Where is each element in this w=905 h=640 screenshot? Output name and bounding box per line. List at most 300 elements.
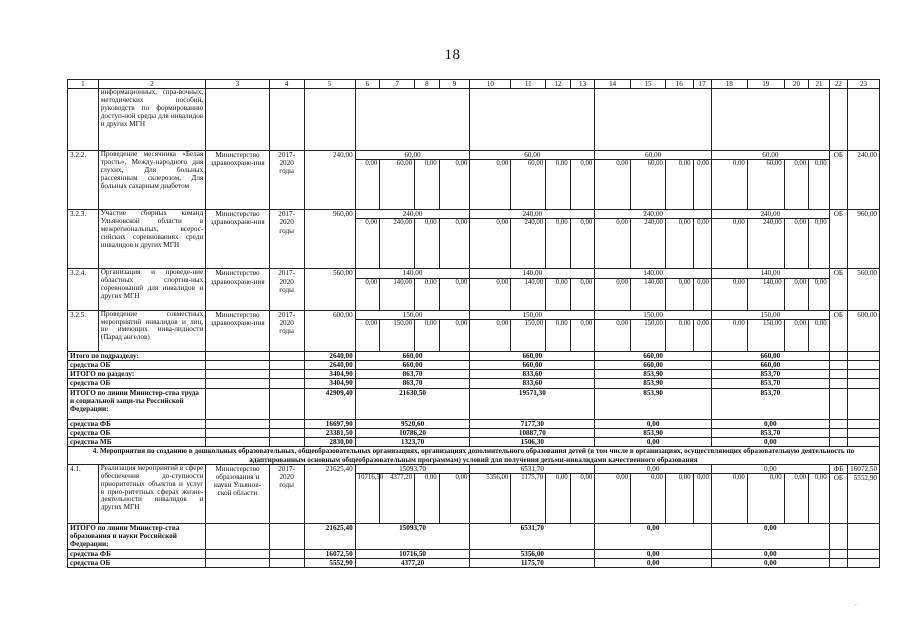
header-cell: 12 xyxy=(546,80,571,89)
year-3-value: 60,00 xyxy=(595,151,712,160)
header-cell: 7 xyxy=(380,80,415,89)
summary-row xyxy=(68,524,880,550)
summary-year-1: 660,00 xyxy=(355,361,470,370)
empty-cell xyxy=(848,361,880,370)
header-cell: 21 xyxy=(809,80,829,89)
row-total: 21625,40 xyxy=(304,464,355,523)
row-description: Проведение совместных мероприятий инвалидов и лиц, не имеющих инва-лидности (Парад ангелов) xyxy=(98,310,206,351)
row-source-value: 5552,90 xyxy=(848,474,880,524)
sub-value: 240,00 xyxy=(511,219,546,269)
summary-year-3: 853,90 xyxy=(595,388,712,419)
empty-cell xyxy=(848,419,880,428)
sub-value: 0,00 xyxy=(747,474,784,524)
header-cell: 8 xyxy=(415,80,440,89)
sub-value: 0,00 xyxy=(784,219,809,269)
sub-value: 0,00 xyxy=(711,219,747,269)
year-1-value: 140,00 xyxy=(355,269,470,278)
summary-year-1: 9520,60 xyxy=(355,419,470,428)
header-cell: 5 xyxy=(304,80,355,89)
sub-value: 0,00 xyxy=(665,160,693,210)
empty-cell xyxy=(206,524,269,550)
sub-value: 0,00 xyxy=(665,278,693,310)
sub-value: 0,00 xyxy=(439,219,470,269)
summary-total: 3404,90 xyxy=(304,379,355,388)
summary-label: ИТОГО по линии Министер-ства образования и науки Российской Федерации: xyxy=(68,524,206,550)
summary-year-3: 0,00 xyxy=(595,419,712,428)
sub-value: 0,00 xyxy=(546,319,571,351)
summary-year-1: 1323,70 xyxy=(355,438,470,447)
empty-cell xyxy=(206,379,269,388)
sub-value: 0,00 xyxy=(355,319,380,351)
summary-year-3: 0,00 xyxy=(595,524,712,550)
empty-cell xyxy=(848,428,880,437)
header-cell: 19 xyxy=(747,80,784,89)
year-1-value: 15093,70 xyxy=(355,464,470,473)
year2-cell xyxy=(470,89,595,151)
summary-row xyxy=(68,370,880,379)
summary-year-4: 853,70 xyxy=(711,428,829,437)
empty-cell xyxy=(829,558,847,567)
summary-year-2: 1175,70 xyxy=(470,558,595,567)
sub-value: 0,00 xyxy=(439,319,470,351)
row-executor: Министерство образования и науки Ульянов-ской области xyxy=(206,464,269,523)
row-description: Реализация мероприятий в сфере обеспечения до-ступности приоритетных объектов и услуг в прио-ритетных сферах жизне-деятельности инвалидов и других МГН xyxy=(98,464,206,523)
empty-cell xyxy=(829,419,847,428)
sub-value: 0,00 xyxy=(693,319,711,351)
row-period: 2017-2020 годы xyxy=(269,269,304,310)
row-period: 2017-2020 годы xyxy=(269,151,304,210)
year-2-value: 60,00 xyxy=(470,151,595,160)
year-1-value: 150,00 xyxy=(355,310,470,319)
row-number: 3.2.2. xyxy=(68,151,99,210)
row-total: 960,00 xyxy=(304,210,355,269)
table-row xyxy=(68,269,880,278)
empty-cell xyxy=(206,388,269,419)
summary-year-2: 833,60 xyxy=(470,379,595,388)
sub-value: 60,00 xyxy=(380,160,415,210)
summary-row xyxy=(68,558,880,567)
summary-row xyxy=(68,351,880,360)
sub-value: 1175,70 xyxy=(511,474,546,524)
summary-year-4: 660,00 xyxy=(711,361,829,370)
summary-year-2: 5356,00 xyxy=(470,549,595,558)
source-value-cell xyxy=(848,89,880,151)
row-description: Участие сборных команд Ульяновской области в межрегиональных, всерос-сийских соревнованиях среди инвалидов и других МГН xyxy=(98,210,206,269)
summary-total: 16072,50 xyxy=(304,549,355,558)
sub-value: 0,00 xyxy=(693,219,711,269)
row-source-value: 16072,50 xyxy=(848,464,880,473)
sub-value: 60,00 xyxy=(631,160,666,210)
summary-year-2: 10887,70 xyxy=(470,428,595,437)
sub-value: 0,00 xyxy=(693,278,711,310)
summary-year-1: 21630,50 xyxy=(355,388,470,419)
sub-value: 0,00 xyxy=(439,474,470,524)
sub-value: 140,00 xyxy=(380,278,415,310)
sub-value: 0,00 xyxy=(570,219,595,269)
summary-total: 5552,90 xyxy=(304,558,355,567)
sub-value: 0,00 xyxy=(570,278,595,310)
empty-cell xyxy=(829,379,847,388)
sub-value: 4377,20 xyxy=(380,474,415,524)
empty-cell xyxy=(848,351,880,360)
empty-cell xyxy=(269,379,304,388)
sub-value: 0,00 xyxy=(711,278,747,310)
sub-value: 0,00 xyxy=(784,160,809,210)
section-title-row xyxy=(68,447,880,465)
sub-value: 0,00 xyxy=(595,319,631,351)
summary-total: 2640,00 xyxy=(304,351,355,360)
row-executor: Министерство здравоохране-ния xyxy=(206,210,269,269)
year1-cell xyxy=(355,89,470,151)
summary-year-4: 0,00 xyxy=(711,524,829,550)
sub-value: 0,00 xyxy=(546,219,571,269)
empty-cell xyxy=(848,388,880,419)
sub-value: 0,00 xyxy=(784,474,809,524)
sub-value: 0,00 xyxy=(470,160,511,210)
summary-year-3: 853,90 xyxy=(595,370,712,379)
table-row xyxy=(68,151,880,160)
summary-total: 23381,50 xyxy=(304,428,355,437)
header-cell: 3 xyxy=(206,80,269,89)
empty-cell xyxy=(269,361,304,370)
sub-value: 0,00 xyxy=(415,160,440,210)
executor-cell xyxy=(206,89,269,151)
summary-year-4: 660,00 xyxy=(711,351,829,360)
year-1-value: 240,00 xyxy=(355,210,470,219)
sub-value: 0,00 xyxy=(809,219,829,269)
row-total: 560,00 xyxy=(304,269,355,310)
row-source-value: 560,00 xyxy=(848,269,880,310)
sub-value: 0,00 xyxy=(470,319,511,351)
header-cell: 22 xyxy=(829,80,847,89)
empty-cell xyxy=(848,524,880,550)
header-cell: 4 xyxy=(269,80,304,89)
sub-value: 0,00 xyxy=(809,474,829,524)
header-cell: 18 xyxy=(711,80,747,89)
summary-year-3: 660,00 xyxy=(595,351,712,360)
summary-total: 2830,00 xyxy=(304,438,355,447)
period-cell xyxy=(269,89,304,151)
summary-year-1: 4377,20 xyxy=(355,558,470,567)
summary-total: 3404,90 xyxy=(304,370,355,379)
empty-cell xyxy=(269,419,304,428)
table-row xyxy=(68,310,880,319)
summary-year-4: 853,70 xyxy=(711,379,829,388)
empty-cell xyxy=(206,428,269,437)
empty-cell xyxy=(829,428,847,437)
sub-value: 0,00 xyxy=(693,474,711,524)
empty-cell xyxy=(269,428,304,437)
summary-year-4: 853,70 xyxy=(711,370,829,379)
sub-value: 0,00 xyxy=(711,160,747,210)
empty-cell xyxy=(848,370,880,379)
sub-value: 140,00 xyxy=(511,278,546,310)
empty-cell xyxy=(269,370,304,379)
sub-value: 0,00 xyxy=(355,278,380,310)
sub-value: 0,00 xyxy=(809,319,829,351)
sub-value: 0,00 xyxy=(355,219,380,269)
row-description: Организация и проведе-ние областных спортив-ных соревнований для инвалидов и других МГН xyxy=(98,269,206,310)
year-2-value: 140,00 xyxy=(470,269,595,278)
row-source: ОБ xyxy=(829,269,847,310)
year-3-value: 0,00 xyxy=(595,464,712,473)
row-number: 3.2.3. xyxy=(68,210,99,269)
summary-row xyxy=(68,419,880,428)
empty-cell xyxy=(829,524,847,550)
summary-label: средства ОБ xyxy=(68,558,206,567)
year-4-value: 240,00 xyxy=(711,210,829,219)
summary-year-2: 6531,70 xyxy=(470,524,595,550)
sub-value: 0,00 xyxy=(693,160,711,210)
summary-row xyxy=(68,428,880,437)
sub-value: 0,00 xyxy=(470,219,511,269)
sub-value: 0,00 xyxy=(415,219,440,269)
summary-year-2: 833,60 xyxy=(470,370,595,379)
sub-value: 0,00 xyxy=(784,278,809,310)
sub-value: 60,00 xyxy=(747,160,784,210)
sub-value: 0,00 xyxy=(439,278,470,310)
row-description: Проведение месячника «Белая трость», Между-народного дня глухих, Для больных рассеянным склерозом, Для больных сахарным диабетом xyxy=(98,151,206,210)
sub-value: 0,00 xyxy=(595,474,631,524)
summary-row xyxy=(68,438,880,447)
row-executor: Министерство здравоохране-ния xyxy=(206,269,269,310)
summary-row xyxy=(68,549,880,558)
table-row xyxy=(68,210,880,219)
summary-total: 16697,90 xyxy=(304,419,355,428)
empty-cell xyxy=(829,361,847,370)
year-2-value: 6531,70 xyxy=(470,464,595,473)
sub-value: 0,00 xyxy=(570,160,595,210)
year-3-value: 150,00 xyxy=(595,310,712,319)
header-cell: 16 xyxy=(665,80,693,89)
empty-cell xyxy=(829,370,847,379)
summary-year-1: 863,70 xyxy=(355,370,470,379)
row-source: ОБ xyxy=(829,210,847,269)
summary-year-3: 853,90 xyxy=(595,379,712,388)
sub-value: 0,00 xyxy=(711,319,747,351)
summary-row xyxy=(68,379,880,388)
budget-table-sheet xyxy=(67,79,880,568)
empty-cell xyxy=(269,351,304,360)
sub-value: 0,00 xyxy=(809,160,829,210)
summary-total: 2640,00 xyxy=(304,361,355,370)
row-period: 2017-2020 годы xyxy=(269,210,304,269)
header-cell: 11 xyxy=(511,80,546,89)
year-3-value: 140,00 xyxy=(595,269,712,278)
page-number: 18 xyxy=(444,47,461,63)
sub-value: 0,00 xyxy=(415,278,440,310)
summary-year-2: 19571,30 xyxy=(470,388,595,419)
summary-total: 42909,40 xyxy=(304,388,355,419)
sub-value: 140,00 xyxy=(631,278,666,310)
header-cell: 14 xyxy=(595,80,631,89)
row-executor: Министерство здравоохране-ния xyxy=(206,310,269,351)
summary-year-4: 0,00 xyxy=(711,419,829,428)
summary-year-4: 0,00 xyxy=(711,558,829,567)
row-executor: Министерство здравоохране-ния xyxy=(206,151,269,210)
summary-label: средства ОБ xyxy=(68,428,206,437)
sub-value: 240,00 xyxy=(380,219,415,269)
header-cell: 20 xyxy=(784,80,809,89)
header-cell: 1 xyxy=(68,80,99,89)
year4-cell xyxy=(711,89,829,151)
summary-label: ИТОГО по разделу: xyxy=(68,370,206,379)
summary-year-2: 660,00 xyxy=(470,351,595,360)
source-cell xyxy=(829,89,847,151)
row-period: 2017-2020 годы xyxy=(269,464,304,523)
sub-value: 0,00 xyxy=(355,160,380,210)
budget-table xyxy=(67,79,880,568)
section-title: 4. Мероприятия по созданию в дошкольных образовательных, общеобразовательных организациях, организациях дополнительного образования детей (в том числе в организациях, осуществляющих образовательную деятельность по адаптированным основным общеобразовательным программам) условий для получения детьми-инвалидами качественного образования xyxy=(68,447,880,465)
row-source-value: 960,00 xyxy=(848,210,880,269)
empty-cell xyxy=(206,549,269,558)
summary-year-4: 0,00 xyxy=(711,438,829,447)
year3-cell xyxy=(595,89,712,151)
empty-cell xyxy=(829,438,847,447)
year-4-value: 0,00 xyxy=(711,464,829,473)
empty-cell xyxy=(269,388,304,419)
year-4-value: 140,00 xyxy=(711,269,829,278)
empty-cell xyxy=(269,438,304,447)
year-2-value: 240,00 xyxy=(470,210,595,219)
summary-year-4: 853,70 xyxy=(711,388,829,419)
sub-value: 0,00 xyxy=(415,474,440,524)
sub-value: 10716,50 xyxy=(355,474,380,524)
sub-value: 0,00 xyxy=(595,278,631,310)
continuation-row xyxy=(68,89,880,151)
sub-value: 0,00 xyxy=(595,160,631,210)
sub-value: 0,00 xyxy=(439,160,470,210)
sub-value: 0,00 xyxy=(665,474,693,524)
summary-total: 21625,40 xyxy=(304,524,355,550)
sub-value: 240,00 xyxy=(747,219,784,269)
year-1-value: 60,00 xyxy=(355,151,470,160)
summary-label: средства ОБ xyxy=(68,361,206,370)
empty-cell xyxy=(206,370,269,379)
sub-value: 150,00 xyxy=(747,319,784,351)
sub-value: 0,00 xyxy=(784,319,809,351)
empty-cell xyxy=(269,549,304,558)
sub-value: 0,00 xyxy=(711,474,747,524)
summary-label: ИТОГО по линии Министер-ства труда и социальной защи-ты Российской Федерации: xyxy=(68,388,206,419)
sub-value: 0,00 xyxy=(546,160,571,210)
summary-year-3: 0,00 xyxy=(595,549,712,558)
summary-year-3: 0,00 xyxy=(595,438,712,447)
summary-year-1: 10716,50 xyxy=(355,549,470,558)
header-cell: 23 xyxy=(848,80,880,89)
row-source: ОБ xyxy=(829,474,847,524)
sub-value: 0,00 xyxy=(665,319,693,351)
summary-year-4: 0,00 xyxy=(711,549,829,558)
sub-value: 0,00 xyxy=(415,319,440,351)
sub-value: 0,00 xyxy=(546,278,571,310)
row-period: 2017-2020 годы xyxy=(269,310,304,351)
summary-label: Итого по подразделу: xyxy=(68,351,206,360)
summary-label: средства ФБ xyxy=(68,549,206,558)
sub-value: 5356,00 xyxy=(470,474,511,524)
header-cell: 9 xyxy=(439,80,470,89)
scan-mark: . xyxy=(855,599,857,607)
row-source: ОБ xyxy=(829,151,847,210)
sub-value: 0,00 xyxy=(546,474,571,524)
summary-year-2: 1506,30 xyxy=(470,438,595,447)
empty-cell xyxy=(206,419,269,428)
empty-cell xyxy=(848,438,880,447)
summary-label: средства МБ xyxy=(68,438,206,447)
header-cell: 6 xyxy=(355,80,380,89)
empty-cell xyxy=(829,351,847,360)
summary-year-1: 15093,70 xyxy=(355,524,470,550)
row-source-value: 600,00 xyxy=(848,310,880,351)
empty-cell xyxy=(269,558,304,567)
empty-cell xyxy=(848,379,880,388)
empty-cell xyxy=(206,438,269,447)
empty-cell xyxy=(206,361,269,370)
empty-cell xyxy=(206,558,269,567)
summary-year-2: 660,00 xyxy=(470,361,595,370)
summary-year-3: 0,00 xyxy=(595,558,712,567)
sub-value: 0,00 xyxy=(631,474,666,524)
description-cell: информационных, спра-вочных, методических пособий, руководств по формированию доступ-ной среды для инвалидов и других МГН xyxy=(98,89,206,151)
summary-year-2: 7177,30 xyxy=(470,419,595,428)
summary-row xyxy=(68,361,880,370)
summary-year-1: 10786,20 xyxy=(355,428,470,437)
row-source: ФБ xyxy=(829,464,847,473)
header-cell: 10 xyxy=(470,80,511,89)
summary-year-3: 853,90 xyxy=(595,428,712,437)
row-total: 240,00 xyxy=(304,151,355,210)
year-2-value: 150,00 xyxy=(470,310,595,319)
row-number: 3.2.4. xyxy=(68,269,99,310)
empty-cell xyxy=(848,549,880,558)
row-total: 600,00 xyxy=(304,310,355,351)
empty-cell xyxy=(206,351,269,360)
header-cell: 17 xyxy=(693,80,711,89)
summary-year-1: 660,00 xyxy=(355,351,470,360)
sub-value: 240,00 xyxy=(631,219,666,269)
sub-value: 150,00 xyxy=(380,319,415,351)
summary-year-1: 863,70 xyxy=(355,379,470,388)
year-4-value: 150,00 xyxy=(711,310,829,319)
table-row xyxy=(68,464,880,473)
row-source: ОБ xyxy=(829,310,847,351)
header-cell: 13 xyxy=(570,80,595,89)
sub-value: 0,00 xyxy=(809,278,829,310)
row-number: 4.1. xyxy=(68,464,99,523)
sub-value: 150,00 xyxy=(631,319,666,351)
total-cell xyxy=(304,89,355,151)
sub-value: 0,00 xyxy=(470,278,511,310)
sub-value: 60,00 xyxy=(511,160,546,210)
empty-cell xyxy=(829,549,847,558)
summary-label: средства ОБ xyxy=(68,379,206,388)
empty-cell xyxy=(269,524,304,550)
sub-value: 140,00 xyxy=(747,278,784,310)
summary-year-3: 660,00 xyxy=(595,361,712,370)
empty-cell xyxy=(829,388,847,419)
empty-cell xyxy=(848,558,880,567)
sub-value: 0,00 xyxy=(570,474,595,524)
sub-value: 0,00 xyxy=(595,219,631,269)
sub-value: 0,00 xyxy=(665,219,693,269)
summary-label: средства ФБ xyxy=(68,419,206,428)
sub-value: 150,00 xyxy=(511,319,546,351)
header-cell: 15 xyxy=(631,80,666,89)
row-source-value: 240,00 xyxy=(848,151,880,210)
sub-value: 0,00 xyxy=(570,319,595,351)
header-cell: 2 xyxy=(98,80,206,89)
year-3-value: 240,00 xyxy=(595,210,712,219)
